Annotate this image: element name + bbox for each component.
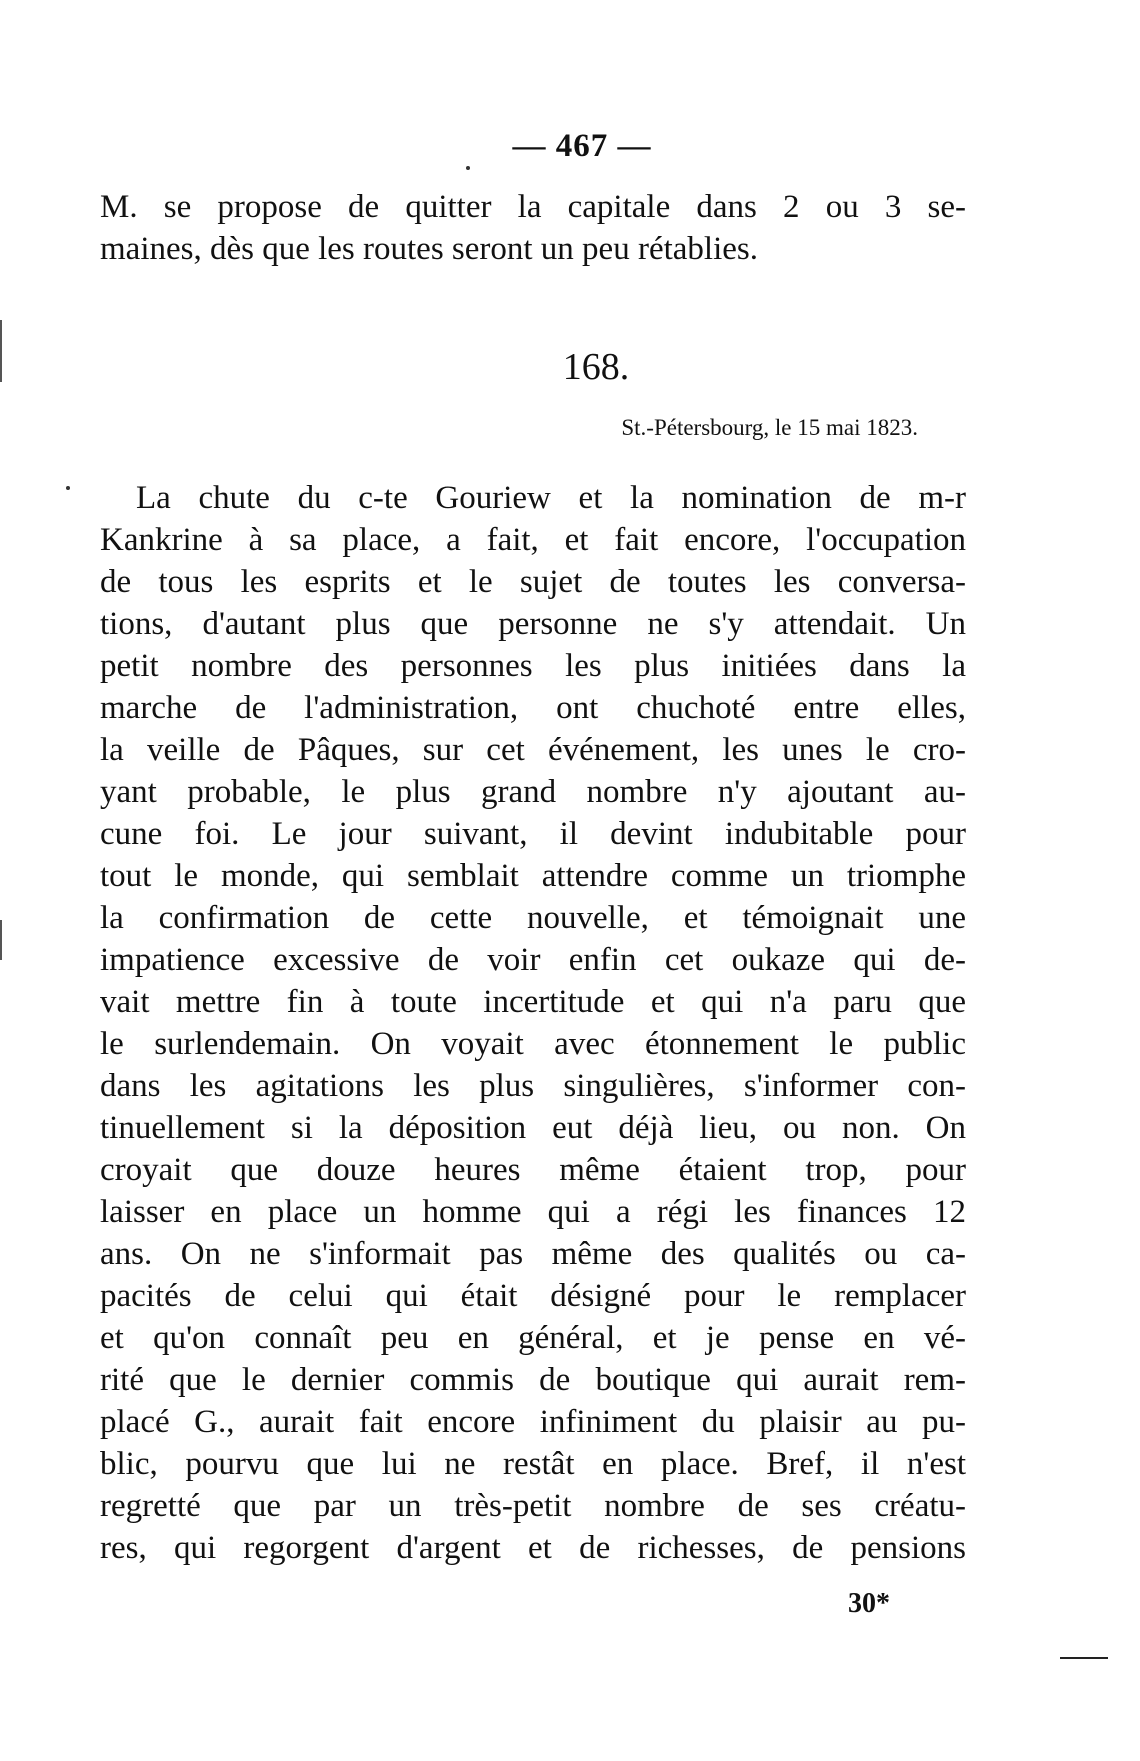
text-line: M. se propose de quitter la capitale dans 2 ou 3 se- (100, 189, 966, 225)
entry-number: 168. (562, 346, 630, 388)
text-line: ans. On ne s'informait pas même des qualités ou ca- (100, 1236, 966, 1272)
text-line: petit nombre des personnes les plus initiées dans la (100, 648, 966, 684)
text-line: cune foi. Le jour suivant, il devint indubitable pour (100, 816, 966, 852)
text-line: La chute du c-te Gouriew et la nomination de m-r (136, 480, 966, 516)
text-line: la confirmation de cette nouvelle, et témoignait une (100, 900, 966, 936)
text-line: laisser en place un homme qui a régi les finances 12 (100, 1194, 966, 1230)
text-line: impatience excessive de voir enfin cet oukaze qui de- (100, 942, 966, 978)
margin-dash (1060, 1657, 1108, 1659)
signature-mark: 30* (848, 1588, 890, 1619)
text-line: maines, dès que les routes seront un peu rétablies. (100, 231, 758, 267)
speck (466, 166, 470, 170)
text-line: Kankrine à sa place, a fait, et fait encore, l'occupation (100, 522, 966, 558)
text-line: yant probable, le plus grand nombre n'y ajoutant au- (100, 774, 966, 810)
paragraph-main (100, 477, 966, 1569)
scan-edge-mark (0, 920, 2, 960)
speck (66, 486, 70, 490)
scan-edge-mark (0, 320, 2, 382)
text-line: dans les agitations les plus singulières, s'informer con- (100, 1068, 966, 1104)
text-line: placé G., aurait fait encore infiniment du plaisir au pu- (100, 1404, 966, 1440)
text-line: tout le monde, qui semblait attendre comme un triomphe (100, 858, 966, 894)
text-line: blic, pourvu que lui ne restât en place. Bref, il n'est (100, 1446, 966, 1482)
text-line: croyait que douze heures même étaient trop, pour (100, 1152, 966, 1188)
text-line: regretté que par un très-petit nombre de ses créatu- (100, 1488, 966, 1524)
dateline: St.-Pétersbourg, le 15 mai 1823. (621, 415, 918, 440)
text-line: le surlendemain. On voyait avec étonnement le public (100, 1026, 966, 1062)
paragraph-top (100, 186, 966, 270)
text-line: rité que le dernier commis de boutique qui aurait rem- (100, 1362, 966, 1398)
text-line: et qu'on connaît peu en général, et je pense en vé- (100, 1320, 966, 1356)
text-line: marche de l'administration, ont chuchoté entre elles, (100, 690, 966, 726)
text-line: tinuellement si la déposition eut déjà lieu, ou non. On (100, 1110, 966, 1146)
text-line: pacités de celui qui était désigné pour le remplacer (100, 1278, 966, 1314)
page-number: — 467 — (512, 128, 652, 164)
text-line: la veille de Pâques, sur cet événement, les unes le cro- (100, 732, 966, 768)
text-line: res, qui regorgent d'argent et de richesses, de pensions (100, 1530, 966, 1566)
text-line: vait mettre fin à toute incertitude et qui n'a paru que (100, 984, 966, 1020)
text-line: de tous les esprits et le sujet de toutes les conversa- (100, 564, 966, 600)
text-line: tions, d'autant plus que personne ne s'y attendait. Un (100, 606, 966, 642)
